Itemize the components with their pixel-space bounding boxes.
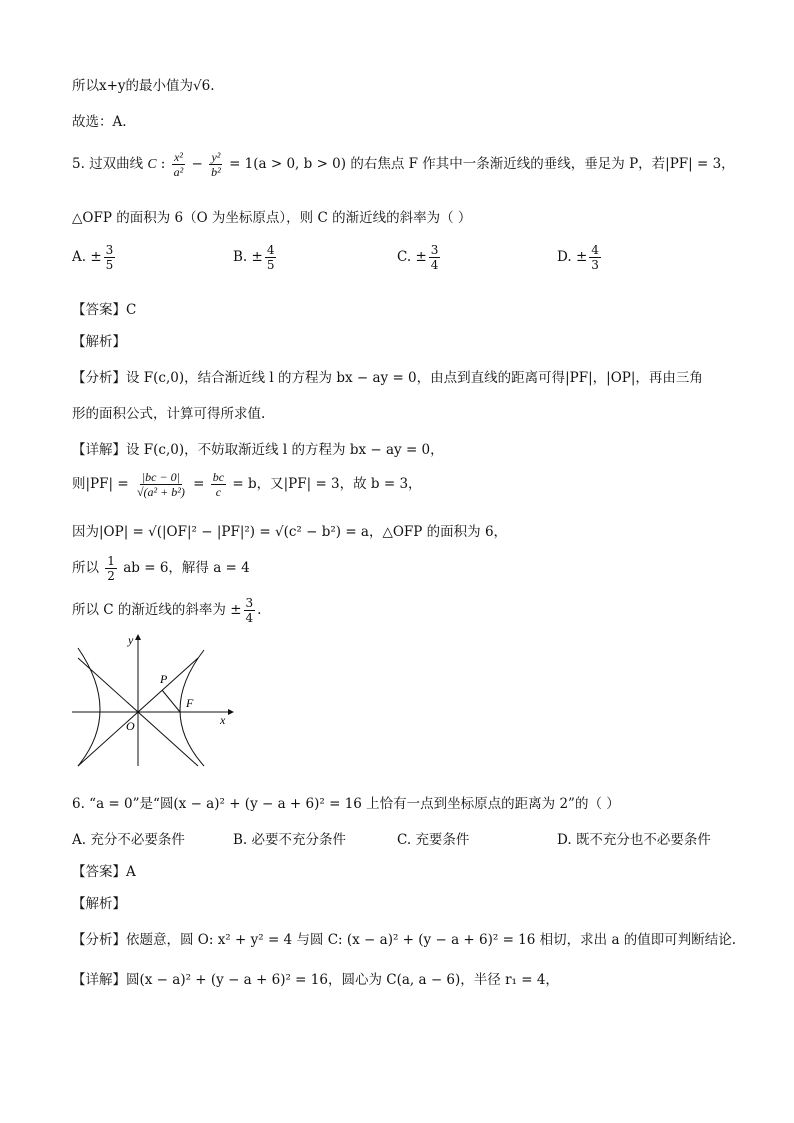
q6-detail: 【详解】圆(x − a)² + (y − a + 6)² = 16，圆心为 C(a, a − 6)，半径 r₁ = 4，	[72, 972, 559, 988]
label-y: y	[128, 633, 134, 647]
x-axis-arrow	[228, 709, 234, 715]
hyperbola-left-branch	[78, 648, 100, 766]
q6-option-d[interactable]: D. 既不充分也不必要条件	[557, 832, 711, 848]
q5-fenxi-line2: 形的面积公式，计算可得所求值.	[72, 406, 266, 422]
q5-condition: = 1(a > 0, b > 0)	[229, 156, 347, 172]
label-p: P	[160, 672, 168, 686]
q6-analysis-header: 【解析】	[72, 896, 126, 912]
q5-option-d[interactable]: D. ± $\frac{4}{3}$	[557, 243, 599, 272]
q5-stem-line2: △OFP 的面积为 6（O 为坐标原点），则 C 的渐近线的斜率为（ ）	[72, 210, 472, 226]
q6-answer: 【答案】A	[72, 864, 136, 880]
prev-conclusion: 所以x+y的最小值为√6.	[72, 78, 215, 94]
q5-stem-prefix: 5. 过双曲线	[72, 156, 144, 172]
q5-fenxi-line1: 【分析】设 F(c,0)，结合渐近线 l 的方程为 bx − ay = 0，由点到直线的距离可得|PF|，|OP|，再由三角	[72, 370, 703, 386]
q5-detail-line1: 【详解】设 F(c,0)，不妨取渐近线 l 的方程为 bx − ay = 0，	[72, 442, 444, 458]
q5-frac-x: $\frac{\text{x²}}{\text{a²}}$	[173, 150, 184, 179]
q5-option-a[interactable]: A. ± $\frac{3}{5}$	[72, 243, 114, 272]
q6-fenxi: 【分析】依题意，圆 O: x² + y² = 4 与圆 C: (x − a)² + (y − a + 6)² = 16 相切，求出 a 的值即可判断结论.	[72, 932, 737, 948]
q6-option-a[interactable]: A. 充分不必要条件	[72, 832, 185, 848]
label-o: O	[126, 719, 135, 733]
label-x: x	[220, 713, 226, 727]
q5-answer: 【答案】C	[72, 302, 137, 318]
q5-detail-line2: 则|PF| = $\frac{|bc - 0|}{\text{√(a² + b²)}}$ = $\frac{bc}{c}$ = b，又|PF| = 3，故 b = 3，	[72, 470, 422, 499]
q5-stem-suffix: 的右焦点 F 作其中一条渐近线的垂线，垂足为 P，若|PF| = 3，	[350, 156, 735, 172]
q6-option-c[interactable]: C. 充要条件	[397, 832, 470, 848]
q5-analysis-header: 【解析】	[72, 334, 126, 350]
q6-stem: 6. “a = 0”是“圆(x − a)² + (y − a + 6)² = 16 上恰有一点到坐标原点的距离为 2”的（ ）	[72, 796, 620, 812]
hyperbola-figure	[70, 632, 240, 768]
q6-option-b[interactable]: B. 必要不充分条件	[233, 832, 347, 848]
q5-curve-name: C	[147, 156, 157, 171]
q5-option-c[interactable]: C. ± $\frac{3}{4}$	[397, 243, 439, 272]
q5-detail-line5: 所以 C 的渐近线的斜率为 ± $\frac{3}{4}$ .	[72, 596, 262, 625]
q5-detail-line4: 所以 $\frac{1}{2}$ ab = 6，解得 a = 4	[72, 554, 250, 583]
q5-stem-line1: 5. 过双曲线 C : $\frac{\text{x²}}{\text{a²}}$ − $\frac{\text{y²}}{\text{b²}}$ = 1(a > 0, b > 0) 的右焦点 F 作其中一条渐近线的垂线，垂足为 P，若|PF| = 3，	[72, 150, 735, 179]
label-f: F	[186, 696, 194, 710]
q5-colon: :	[160, 156, 166, 172]
prev-choice: 故选：A.	[72, 114, 127, 130]
perpendicular-fp	[162, 690, 180, 712]
q5-detail-line3: 因为|OP| = √(|OF|² − |PF|²) = √(c² − b²) = a，△OFP 的面积为 6，	[72, 524, 508, 540]
q5-option-b[interactable]: B. ± $\frac{4}{5}$	[233, 243, 275, 272]
q5-frac-y: $\frac{\text{y²}}{\text{b²}}$	[211, 150, 221, 179]
y-axis-arrow	[135, 634, 141, 640]
